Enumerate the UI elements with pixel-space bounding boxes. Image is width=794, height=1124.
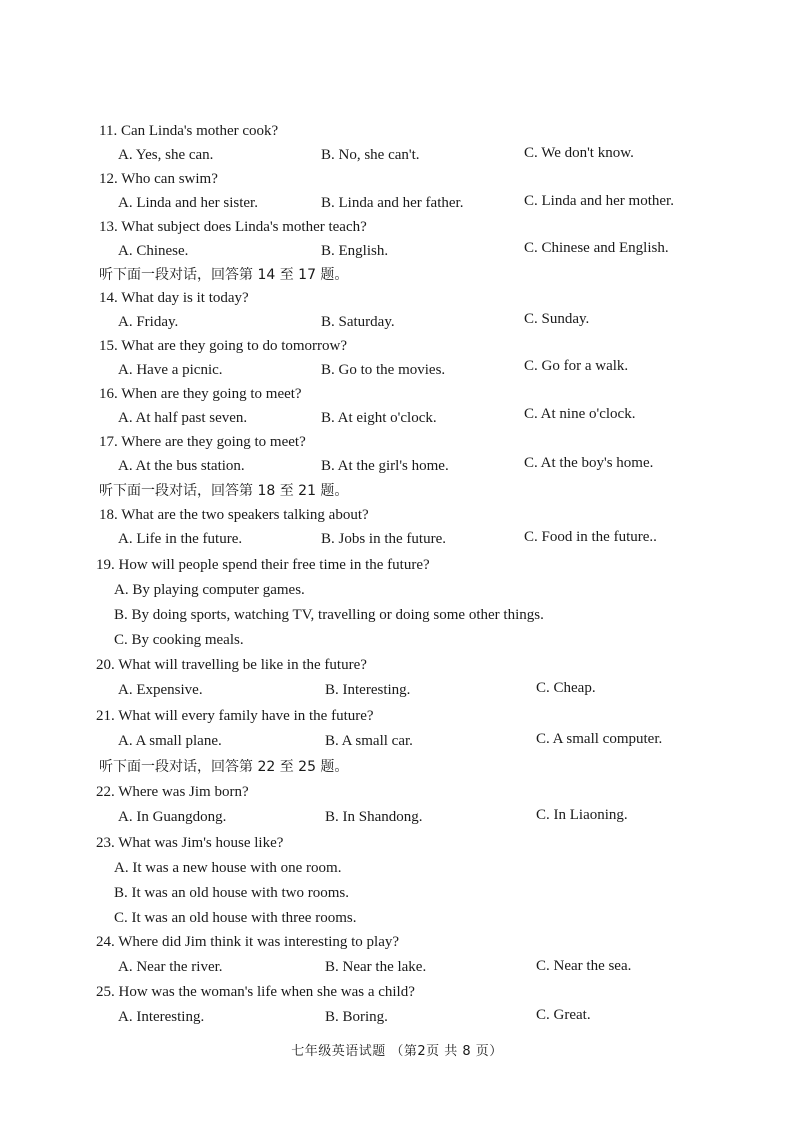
option-a: A. Linda and her sister. — [118, 195, 258, 211]
option-b: B. English. — [321, 243, 389, 259]
question-text: What day is it today? — [121, 290, 249, 306]
option-a: A. Expensive. — [118, 682, 203, 698]
option-b: B. At eight o'clock. — [321, 410, 437, 426]
section-instruction: 听下面一段对话，回答第 18 至 21 题。 — [99, 483, 349, 499]
option-c: C. By cooking meals. — [114, 632, 244, 648]
question-text: Can Linda's mother cook? — [120, 123, 279, 139]
question-12 — [99, 169, 218, 189]
option-a: A. At the bus station. — [118, 458, 245, 474]
question-number: 21. — [96, 708, 115, 724]
question-15 — [99, 336, 347, 356]
question-number: 18. — [99, 507, 118, 523]
question-number: 13. — [99, 219, 118, 235]
question-17 — [99, 432, 306, 452]
section-instruction: 听下面一段对话，回答第 14 至 17 题。 — [99, 267, 349, 283]
question-number: 14. — [99, 290, 118, 306]
question-number: 22. — [96, 784, 115, 800]
option-c: C. Chinese and English. — [524, 240, 669, 256]
question-13 — [99, 217, 367, 237]
option-b: B. Go to the movies. — [321, 362, 446, 378]
section-instruction: 听下面一段对话，回答第 22 至 25 题。 — [99, 759, 349, 775]
question-11 — [99, 121, 278, 141]
option-c: C. It was an old house with three rooms. — [114, 910, 357, 926]
option-c: C. A small computer. — [536, 731, 663, 747]
option-a: A. By playing computer games. — [114, 582, 305, 598]
question-number: 23. — [96, 835, 115, 851]
option-b: B. Jobs in the future. — [321, 531, 446, 547]
question-19 — [96, 555, 430, 575]
option-a: A. Near the river. — [118, 959, 223, 975]
option-b: B. Near the lake. — [325, 959, 427, 975]
question-14 — [99, 288, 249, 308]
question-number: 12. — [99, 171, 118, 187]
question-21 — [96, 706, 374, 726]
option-c: C. Sunday. — [524, 311, 590, 327]
question-text: How was the woman's life when she was a child? — [118, 984, 415, 1000]
question-text: What was Jim's house like? — [118, 835, 284, 851]
question-23 — [96, 833, 283, 853]
option-c: C. In Liaoning. — [536, 807, 628, 823]
option-b: B. A small car. — [325, 733, 413, 749]
question-text: What will travelling be like in the future? — [118, 657, 367, 673]
question-number: 16. — [99, 386, 118, 402]
option-a: A. It was a new house with one room. — [114, 860, 342, 876]
question-text: Where did Jim think it was interesting to play? — [118, 934, 400, 950]
option-a: A. A small plane. — [118, 733, 222, 749]
option-c: C. Linda and her mother. — [524, 193, 674, 209]
question-number: 20. — [96, 657, 115, 673]
option-a: A. At half past seven. — [118, 410, 248, 426]
option-c: C. Cheap. — [536, 680, 596, 696]
option-b: B. No, she can't. — [321, 147, 420, 163]
question-text: Where are they going to meet? — [121, 434, 306, 450]
option-b: B. Interesting. — [325, 682, 411, 698]
question-text: What subject does Linda's mother teach? — [121, 219, 367, 235]
question-18 — [99, 505, 369, 525]
option-c: C. Near the sea. — [536, 958, 632, 974]
option-b: B. Boring. — [325, 1009, 388, 1025]
question-24 — [96, 932, 399, 952]
option-a: A. In Guangdong. — [118, 809, 227, 825]
option-b: B. In Shandong. — [325, 809, 423, 825]
option-c: C. At the boy's home. — [524, 455, 654, 471]
option-a: A. Life in the future. — [118, 531, 243, 547]
question-text: What are they going to do tomorrow? — [121, 338, 348, 354]
question-text: How will people spend their free time in the future? — [118, 557, 430, 573]
question-number: 25. — [96, 984, 115, 1000]
option-a: A. Yes, she can. — [118, 147, 214, 163]
question-text: When are they going to meet? — [121, 386, 302, 402]
question-text: What will every family have in the future? — [118, 708, 374, 724]
option-c: C. Great. — [536, 1007, 591, 1023]
question-number: 15. — [99, 338, 118, 354]
question-text: Who can swim? — [121, 171, 218, 187]
question-number: 17. — [99, 434, 118, 450]
question-number: 11. — [99, 123, 118, 139]
option-a: A. Have a picnic. — [118, 362, 223, 378]
option-c: C. At nine o'clock. — [524, 406, 636, 422]
question-25 — [96, 982, 415, 1002]
question-number: 19. — [96, 557, 115, 573]
question-text: What are the two speakers talking about? — [121, 507, 369, 523]
option-c: C. We don't know. — [524, 145, 634, 161]
question-20 — [96, 655, 367, 675]
option-a: A. Interesting. — [118, 1009, 205, 1025]
option-b: B. At the girl's home. — [321, 458, 449, 474]
page-footer: 七年级英语试题 （第2页 共 8 页） — [291, 1044, 503, 1059]
option-b: B. Linda and her father. — [321, 195, 464, 211]
option-c: C. Food in the future.. — [524, 529, 657, 545]
option-a: A. Chinese. — [118, 243, 189, 259]
question-number: 24. — [96, 934, 115, 950]
question-22 — [96, 782, 249, 802]
option-c: C. Go for a walk. — [524, 358, 629, 374]
option-b: B. Saturday. — [321, 314, 395, 330]
option-b: B. It was an old house with two rooms. — [114, 885, 349, 901]
option-b: B. By doing sports, watching TV, travelling or doing some other things. — [114, 607, 544, 623]
question-16 — [99, 384, 302, 404]
option-a: A. Friday. — [118, 314, 179, 330]
question-text: Where was Jim born? — [118, 784, 249, 800]
